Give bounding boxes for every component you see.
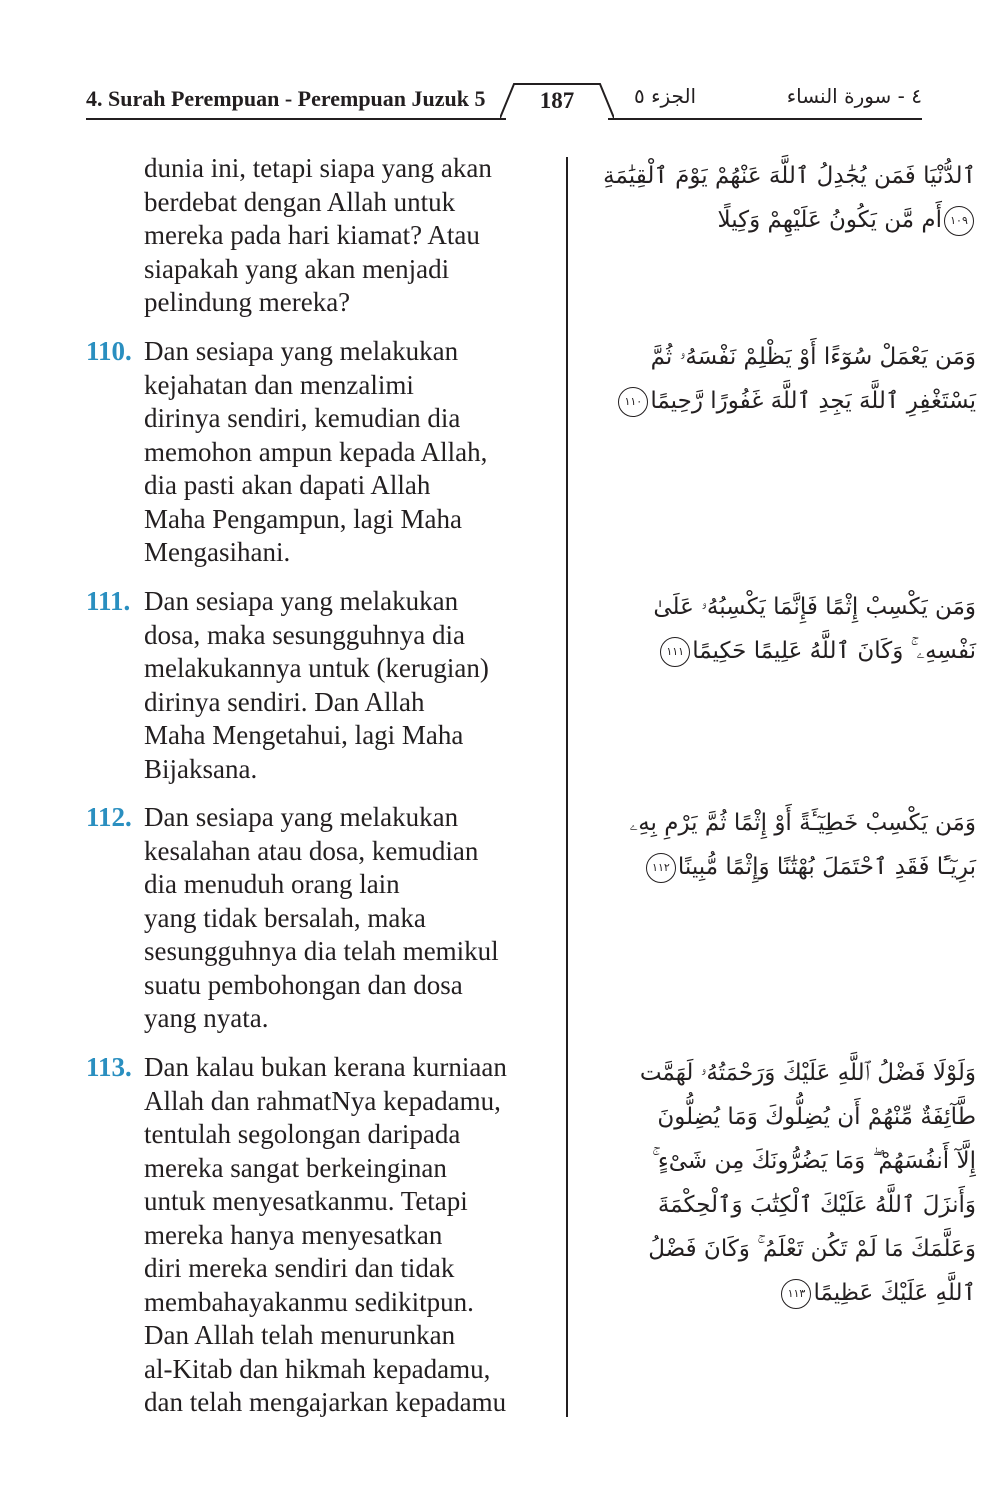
arabic-line: وَمَن يَكْسِبْ إِثْمًا فَإِنَّمَا يَكْسِبُهُۥ عَلَىٰ xyxy=(653,594,976,620)
arabic-line: ٱلدُّنْيَا فَمَن يُجَٰدِلُ ٱللَّهَ عَنْهُمْ يَوْمَ ٱلْقِيَٰمَةِ xyxy=(603,163,976,189)
ayah-number-marker: ١١٠ xyxy=(618,387,648,417)
arabic-text xyxy=(626,335,976,423)
translation-line: suatu pembohongan dan dosa xyxy=(144,969,463,1000)
translation-line: berdebat dengan Allah untuk xyxy=(144,186,456,217)
verse-number: 112. xyxy=(86,802,132,832)
translation-line: Dan sesiapa yang melakukan xyxy=(144,802,459,832)
verse-number: 113. xyxy=(86,1052,132,1082)
arabic-line-text: نَفْسِهِۦ ۚ وَكَانَ ٱللَّهُ عَلِيمًا حَكِيمًا xyxy=(692,638,976,664)
translation-line: tentulah segolongan daripada xyxy=(144,1119,461,1149)
translation-line: Mengasihani. xyxy=(144,537,291,567)
arabic-text xyxy=(626,1051,976,1315)
arabic-line: وَلَوْلَا فَضْلُ ٱللَّهِ عَلَيْكَ وَرَحْمَتُهُۥ لَهَمَّت xyxy=(639,1060,976,1086)
translation-line: al-Kitab dan hikmah kepadamu, xyxy=(144,1353,491,1384)
translation-line: dan telah mengajarkan kepadamu xyxy=(144,1387,507,1417)
translation-line: sesungguhnya dia telah memikul xyxy=(144,936,499,966)
translation-line: mereka hanya menyesatkan xyxy=(144,1219,443,1250)
translation-line: siapakah yang akan menjadi xyxy=(144,253,450,284)
page-number-tab xyxy=(500,80,614,120)
header-rule-left xyxy=(86,118,506,120)
translation-line: Dan sesiapa yang melakukan xyxy=(144,336,459,366)
translation-line: kesalahan atau dosa, kemudian xyxy=(144,835,479,866)
translation-line: yang tidak bersalah, maka xyxy=(144,902,426,933)
page-header xyxy=(86,84,922,124)
translation-line: untuk menyesatkanmu. Tetapi xyxy=(144,1186,468,1216)
arabic-line: وَعَلَّمَكَ مَا لَمْ تَكُن تَعْلَمُ ۚ وَكَانَ فَضْلُ xyxy=(648,1236,976,1262)
translation-text xyxy=(144,335,562,570)
translation-line: memohon ampun kepada Allah, xyxy=(144,436,488,467)
ayah-number-marker: ١١١ xyxy=(660,637,690,667)
translation-line: yang nyata. xyxy=(144,1003,269,1033)
translation-line: melakukannya untuk (kerugian) xyxy=(144,653,489,683)
arabic-line-text: أَم مَّن يَكُونُ عَلَيْهِمْ وَكِيلًا xyxy=(717,207,942,233)
arabic-line: إِلَّآ أَنفُسَهُمْ ۖ وَمَا يَضُرُّونَكَ مِن شَىْءٍ ۚ xyxy=(652,1148,976,1174)
arabic-line-text: يَسْتَغْفِرِ ٱللَّهَ يَجِدِ ٱللَّهَ غَفُورًا رَّحِيمًا xyxy=(650,388,976,414)
arabic-line xyxy=(626,379,976,423)
arabic-line-text: ٱللَّهِ عَلَيْكَ عَظِيمًا xyxy=(813,1280,976,1306)
header-surah-arabic: ٤ - سورة النساء xyxy=(786,84,922,108)
arabic-line xyxy=(626,845,976,889)
page-number: 187 xyxy=(539,88,575,113)
translation-line: mereka pada hari kiamat? Atau xyxy=(144,220,480,250)
translation-line: membahayakanmu sedikitpun. xyxy=(144,1286,474,1317)
header-juz-arabic: الجزء ٥ xyxy=(634,84,697,108)
arabic-line xyxy=(626,629,976,673)
arabic-line: وَمَن يَعْمَلْ سُوٓءًا أَوْ يَظْلِمْ نَفْسَهُۥ ثُمَّ xyxy=(650,344,976,370)
translation-line: Allah dan rahmatNya kepadamu, xyxy=(144,1085,501,1116)
translation-line: Maha Pengampun, lagi Maha xyxy=(144,503,462,534)
translation-text xyxy=(144,585,562,786)
translation-text xyxy=(144,152,562,320)
arabic-text xyxy=(626,801,976,889)
ayah-number-marker: ١٠٩ xyxy=(944,206,974,236)
translation-line: Maha Mengetahui, lagi Maha xyxy=(144,720,464,750)
translation-line: Dan Allah telah menurunkan xyxy=(144,1320,456,1350)
translation-line: dunia ini, tetapi siapa yang akan xyxy=(144,153,492,183)
translation-line: pelindung mereka? xyxy=(144,287,351,317)
translation-line: dosa, maka sesungguhnya dia xyxy=(144,619,465,650)
translation-line: diri mereka sendiri dan tidak xyxy=(144,1253,455,1283)
translation-line: mereka sangat berkeinginan xyxy=(144,1152,447,1183)
arabic-line: طَّآئِفَةٌ مِّنْهُمْ أَن يُضِلُّوكَ وَمَا يُضِلُّونَ xyxy=(657,1104,976,1130)
translation-line: dia pasti akan dapati Allah xyxy=(144,470,431,500)
header-title: 4. Surah Perempuan - Perempuan Juzuk 5 xyxy=(86,86,486,111)
translation-line: dirinya sendiri. Dan Allah xyxy=(144,686,425,717)
verse-number: 110. xyxy=(86,336,132,366)
arabic-line xyxy=(626,1271,976,1315)
translation-line: Bijaksana. xyxy=(144,753,258,784)
ayah-number-marker: ١١٢ xyxy=(646,853,676,883)
translation-line: kejahatan dan menzalimi xyxy=(144,369,414,400)
translation-line: Dan sesiapa yang melakukan xyxy=(144,586,459,616)
arabic-line-text: بَرِيٓـًٔا فَقَدِ ٱحْتَمَلَ بُهْتَٰنًا وَإِثْمًا مُّبِينًا xyxy=(677,854,976,880)
translation-line: dia menuduh orang lain xyxy=(144,869,400,899)
translation-line: dirinya sendiri, kemudian dia xyxy=(144,403,461,433)
arabic-text xyxy=(603,154,976,242)
translation-text xyxy=(144,801,562,1036)
arabic-text xyxy=(626,585,976,673)
verse-number: 111. xyxy=(86,586,131,616)
header-rule-right xyxy=(608,118,922,120)
translation-text xyxy=(144,1051,562,1420)
arabic-line: وَأَنزَلَ ٱللَّهُ عَلَيْكَ ٱلْكِتَٰبَ وَٱلْحِكْمَةَ xyxy=(657,1192,976,1218)
arabic-line xyxy=(626,198,976,242)
column-divider xyxy=(566,157,568,1417)
translation-line: Dan kalau bukan kerana kurniaan xyxy=(144,1052,507,1082)
arabic-line: وَمَن يَكْسِبْ خَطِيٓـَٔةً أَوْ إِثْمًا ثُمَّ يَرْمِ بِهِۦ xyxy=(629,810,976,836)
ayah-number-marker: ١١٣ xyxy=(781,1279,811,1309)
